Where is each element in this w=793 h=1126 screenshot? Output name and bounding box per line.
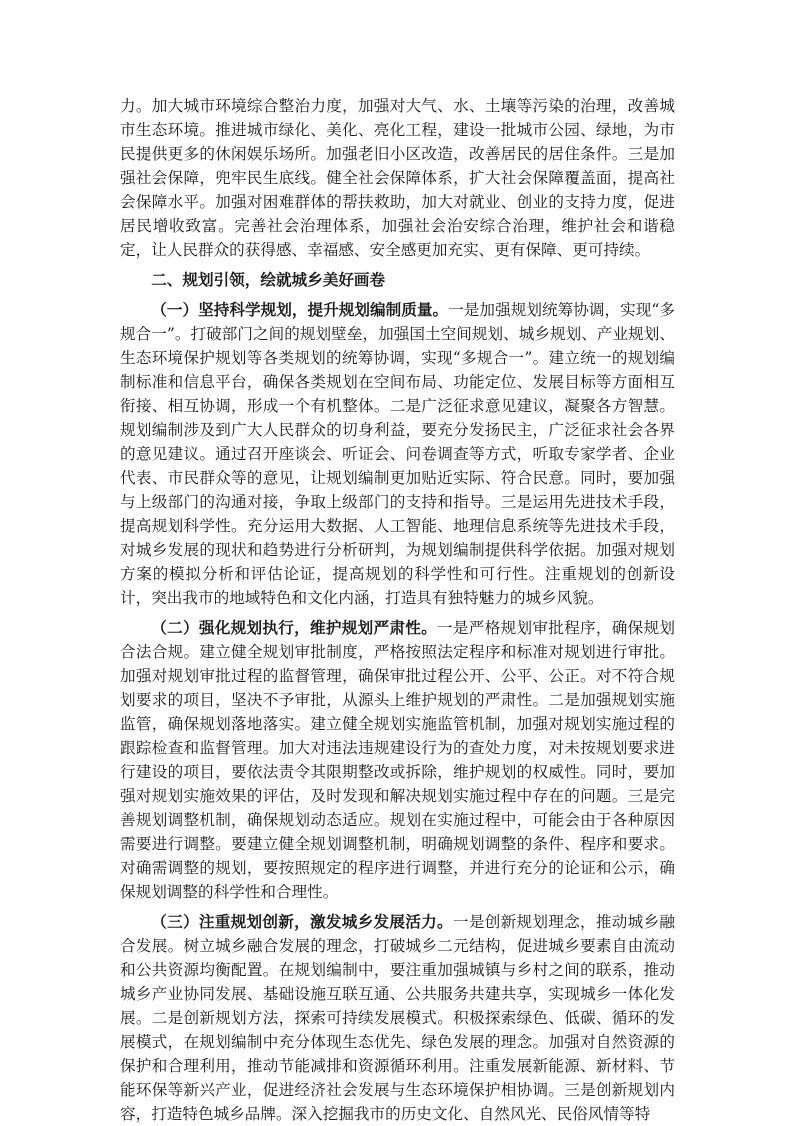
body-paragraph-3 [120, 910, 675, 1126]
body-paragraph-continuation [120, 94, 675, 262]
body-paragraph-1 [120, 298, 675, 610]
paragraph-text: 一是严格规划审批程序，确保规划合法合规。建立健全规划审批制度，严格按照法定程序和标准对规划进行审批。加强对规划审批过程的监督管理，确保审批过程公开、公平、公正。对不符合规划要求的项目，坚决不予审批，从源头上维护规划的严肃性。二是加强规划实施监管，确保规划落地落实。建立健全规划实施监管机制，加强对规划实施过程的跟踪检查和监督管理。加大对违法违规建设行为的查处力度，对未按规划要求进行建设的项目，要依法责令其限期整改或拆除，维护规划的权威性。同时，要加强对规划实施效果的评估，及时发现和解决规划实施过程中存在的问题。三是完善规划调整机制，确保规划动态适应。规划在实施过程中，可能会由于各种原因需要进行调整。要建立健全规划调整机制，明确规划调整的条件、程序和要求。对确需调整的规划，要按照规定的程序进行调整，并进行充分的论证和公示，确保规划调整的科学性和合理性。 [120, 619, 675, 901]
paragraph-text: 一是加强规划统筹协调，实现“多规合一”。打破部门之间的规划壁垒，加强国土空间规划、城乡规划、产业规划、生态环境保护规划等各类规划的统筹协调，实现“多规合一”。建立统一的规划编制标准和信息平台，确保各类规划在空间布局、功能定位、发展目标等方面相互衔接、相互协调，形成一个有机整体。二是广泛征求意见建议，凝聚各方智慧。规划编制涉及到广大人民群众的切身利益，要充分发扬民主，广泛征求社会各界的意见建议。通过召开座谈会、听证会、问卷调查等方式，听取专家学者、企业代表、市民群众等的意见，让规划编制更加贴近实际、符合民意。同时，要加强与上级部门的沟通对接，争取上级部门的支持和指导。三是运用先进技术手段，提高规划科学性。充分运用大数据、人工智能、地理信息系统等先进技术手段，对城乡发展的现状和趋势进行分析研判，为规划编制提供科学依据。加强对规划方案的模拟分析和评估论证，提高规划的科学性和可行性。注重规划的创新设计，突出我市的地域特色和文化内涵，打造具有独特魅力的城乡风貌。 [120, 301, 675, 607]
section-heading-text: 二、规划引领，绘就城乡美好画卷 [151, 270, 386, 289]
document-page [120, 94, 675, 1126]
subsection-lead: （二）强化规划执行，维护规划严肃性。 [151, 618, 438, 637]
section-heading [120, 268, 675, 292]
paragraph-text: 力。加大城市环境综合整治力度，加强对大气、水、土壤等污染的治理，改善城市生态环境。推进城市绿化、美化、亮化工程，建设一批城市公园、绿地，为市民提供更多的休闲娱乐场所。加强老旧小区改造，改善居民的居住条件。三是加强社会保障，兜牢民生底线。健全社会保障体系，扩大社会保障覆盖面，提高社会保障水平。加强对困难群体的帮扶救助，加大对就业、创业的支持力度，促进居民增收致富。完善社会治理体系，加强社会治安综合治理，维护社会和谐稳定，让人民群众的获得感、幸福感、安全感更加充实、更有保障、更可持续。 [120, 97, 675, 259]
paragraph-text: 一是创新规划理念，推动城乡融合发展。树立城乡融合发展的理念，打破城乡二元结构，促进城乡要素自由流动和公共资源均衡配置。在规划编制中，要注重加强城镇与乡村之间的联系，推动城乡产业协同发展、基础设施互联互通、公共服务共建共享，实现城乡一体化发展。二是创新规划方法，探索可持续发展模式。积极探索绿色、低碳、循环的发展模式，在规划编制中充分体现生态优先、绿色发展的理念。加强对自然资源的保护和合理利用，推动节能减排和资源循环利用。注重发展新能源、新材料、节能环保等新兴产业，促进经济社会发展与生态环境保护相协调。三是创新规划内容，打造特色城乡品牌。深入挖掘我市的历史文化、自然风光、民俗风情等特 [120, 913, 675, 1123]
subsection-lead: （一）坚持科学规划，提升规划编制质量。 [151, 300, 449, 319]
subsection-lead: （三）注重规划创新，激发城乡发展活力。 [151, 912, 453, 931]
body-paragraph-2 [120, 616, 675, 904]
